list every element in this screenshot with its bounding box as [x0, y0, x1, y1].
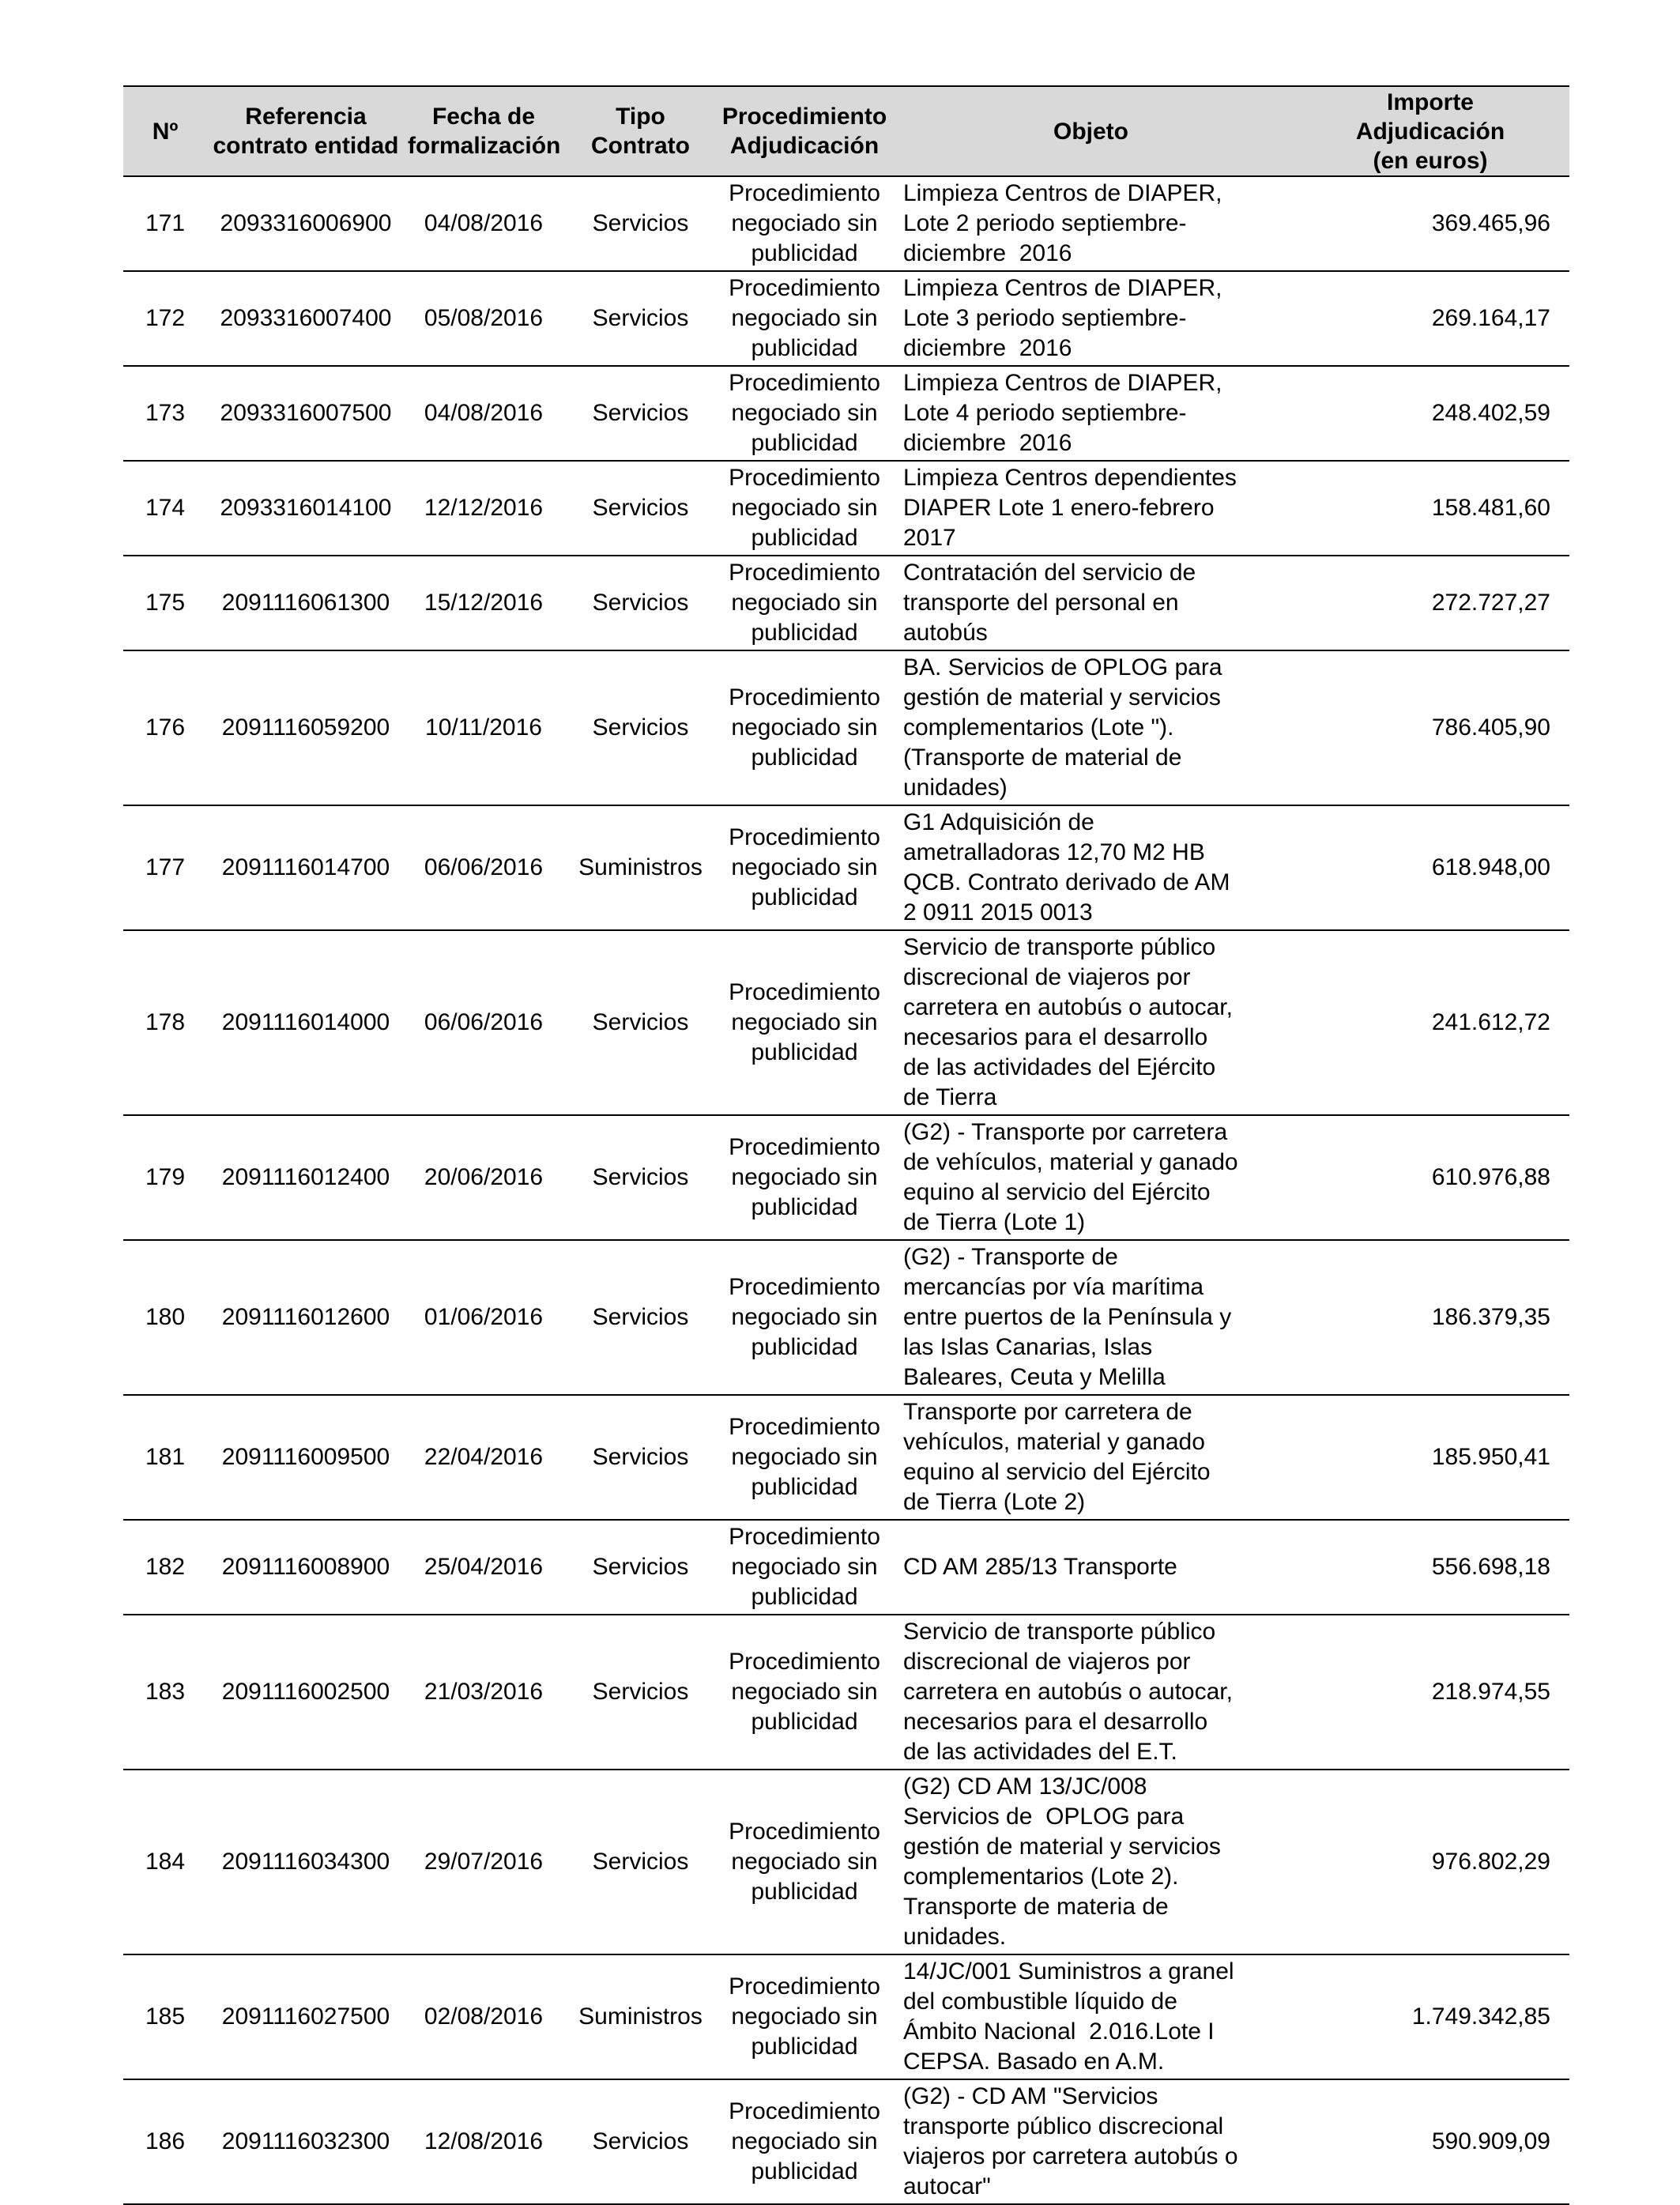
header-objeto: Objeto [891, 86, 1291, 176]
cell-tipo: Servicios [563, 1520, 718, 1615]
table-row [123, 461, 1569, 556]
objeto-line: unidades. [903, 1924, 1007, 1950]
cell-fecha: 10/11/2016 [405, 650, 563, 805]
cell-objeto [891, 930, 1291, 1115]
objeto-line: Lote 3 periodo septiembre- [903, 305, 1187, 331]
procedimiento-line: negociado sin [731, 1444, 878, 1470]
procedimiento-line: publicidad [751, 1709, 858, 1735]
cell-referencia: 2091116014700 [207, 805, 405, 930]
procedimiento-line: Procedimiento [729, 979, 880, 1005]
objeto-line: del combustible líquido de [903, 1988, 1177, 2015]
procedimiento-line: Procedimiento [729, 370, 880, 396]
cell-referencia: 2091116009500 [207, 1395, 405, 1520]
procedimiento-line: Procedimiento [729, 1973, 880, 2000]
header-fecha: Fecha de formalización [405, 86, 563, 176]
objeto-line: equino al servicio del Ejército [903, 1179, 1211, 1205]
cell-tipo: Servicios [563, 271, 718, 366]
objeto-line: Lote 2 periodo septiembre- [903, 210, 1187, 236]
cell-num: 186 [123, 2079, 207, 2204]
procedimiento-line: publicidad [751, 1474, 858, 1500]
procedimiento-line: negociado sin [731, 854, 878, 880]
cell-fecha: 01/06/2016 [405, 1240, 563, 1395]
objeto-line: autobús [903, 620, 988, 646]
table-row [123, 556, 1569, 650]
objeto-line: de Tierra [903, 1084, 997, 1110]
cell-tipo: Servicios [563, 1395, 718, 1520]
objeto-line: vehículos, material y ganado [903, 1429, 1205, 1455]
objeto-line: diciembre 2016 [903, 240, 1072, 266]
cell-objeto [891, 1954, 1291, 2079]
table-row [123, 1240, 1569, 1395]
cell-tipo: Servicios [563, 2079, 718, 2204]
cell-objeto [891, 1115, 1291, 1240]
objeto-line: de vehículos, material y ganado [903, 1149, 1238, 1175]
cell-fecha: 06/06/2016 [405, 930, 563, 1115]
procedimiento-line: Procedimiento [729, 1414, 880, 1440]
procedimiento-line: publicidad [751, 620, 858, 646]
cell-tipo: Servicios [563, 650, 718, 805]
objeto-line: CEPSA. Basado en A.M. [903, 2049, 1165, 2075]
objeto-line: autocar" [903, 2173, 991, 2199]
cell-objeto [891, 650, 1291, 805]
cell-referencia: 2091116014000 [207, 930, 405, 1115]
cell-num: 178 [123, 930, 207, 1115]
cell-objeto [891, 176, 1291, 271]
procedimiento-line: Procedimiento [729, 1819, 880, 1845]
objeto-line: equino al servicio del Ejército [903, 1459, 1211, 1485]
objeto-line: (Transporte de material de [903, 744, 1182, 771]
objeto-line: de Tierra (Lote 2) [903, 1489, 1086, 1515]
table-row [123, 1395, 1569, 1520]
procedimiento-line: negociado sin [731, 1679, 878, 1705]
cell-tipo: Servicios [563, 1240, 718, 1395]
cell-objeto [891, 1520, 1291, 1615]
procedimiento-line: publicidad [751, 1584, 858, 1610]
procedimiento-line: publicidad [751, 1334, 858, 1360]
cell-procedimiento [718, 366, 891, 461]
objeto-line: discrecional de viajeros por [903, 1649, 1191, 1675]
cell-procedimiento [718, 271, 891, 366]
cell-num: 179 [123, 1115, 207, 1240]
table-row [123, 1954, 1569, 2079]
cell-importe: 786.405,90 [1291, 650, 1569, 805]
cell-objeto [891, 366, 1291, 461]
cell-importe: 269.164,17 [1291, 271, 1569, 366]
objeto-line: Servicio de transporte público [903, 1619, 1216, 1645]
procedimiento-line: publicidad [751, 744, 858, 771]
cell-procedimiento [718, 1615, 891, 1770]
objeto-line: mercancías por vía marítima [903, 1274, 1204, 1300]
objeto-line: Transporte por carretera de [903, 1399, 1192, 1425]
table-row [123, 2079, 1569, 2204]
cell-fecha: 04/08/2016 [405, 176, 563, 271]
cell-referencia: 2091116012400 [207, 1115, 405, 1240]
cell-tipo: Servicios [563, 366, 718, 461]
cell-num: 183 [123, 1615, 207, 1770]
procedimiento-line: negociado sin [731, 2003, 878, 2030]
objeto-line: (G2) - CD AM "Servicios [903, 2083, 1158, 2109]
cell-referencia: 2091116027500 [207, 1954, 405, 2079]
objeto-line: DIAPER Lote 1 enero-febrero [903, 495, 1215, 521]
procedimiento-line: publicidad [751, 2034, 858, 2060]
cell-fecha: 12/08/2016 [405, 2079, 563, 2204]
objeto-line: diciembre 2016 [903, 335, 1072, 361]
procedimiento-line: negociado sin [731, 1554, 878, 1580]
procedimiento-line: publicidad [751, 2158, 858, 2184]
cell-num: 184 [123, 1770, 207, 1954]
objeto-line: transporte del personal en [903, 590, 1179, 616]
cell-tipo: Servicios [563, 1615, 718, 1770]
cell-fecha: 05/08/2016 [405, 271, 563, 366]
cell-objeto [891, 1770, 1291, 1954]
objeto-line: (G2) - Transporte de [903, 1244, 1118, 1270]
header-num: Nº [123, 86, 207, 176]
table-row [123, 1115, 1569, 1240]
objeto-line: diciembre 2016 [903, 430, 1072, 456]
contracts-table [123, 85, 1569, 2205]
cell-fecha: 21/03/2016 [405, 1615, 563, 1770]
table-row [123, 366, 1569, 461]
table-row [123, 1615, 1569, 1770]
procedimiento-line: publicidad [751, 240, 858, 266]
objeto-line: QCB. Contrato derivado de AM [903, 869, 1230, 895]
cell-tipo: Servicios [563, 930, 718, 1115]
cell-procedimiento [718, 1395, 891, 1520]
cell-num: 173 [123, 366, 207, 461]
procedimiento-line: negociado sin [731, 400, 878, 426]
objeto-line: CD AM 285/13 Transporte [903, 1554, 1177, 1580]
cell-num: 172 [123, 271, 207, 366]
table-row [123, 805, 1569, 930]
cell-referencia: 2093316007500 [207, 366, 405, 461]
cell-procedimiento [718, 1240, 891, 1395]
objeto-line: Contratación del servicio de [903, 560, 1196, 586]
table-row [123, 1520, 1569, 1615]
cell-importe: 218.974,55 [1291, 1615, 1569, 1770]
objeto-line: unidades) [903, 775, 1008, 801]
cell-num: 175 [123, 556, 207, 650]
cell-importe: 272.727,27 [1291, 556, 1569, 650]
objeto-line: las Islas Canarias, Islas [903, 1334, 1153, 1360]
cell-objeto [891, 1615, 1291, 1770]
cell-procedimiento [718, 2079, 891, 2204]
cell-fecha: 15/12/2016 [405, 556, 563, 650]
procedimiento-line: negociado sin [731, 210, 878, 236]
cell-referencia: 2091116002500 [207, 1615, 405, 1770]
cell-tipo: Servicios [563, 1770, 718, 1954]
procedimiento-line: Procedimiento [729, 180, 880, 206]
cell-importe: 556.698,18 [1291, 1520, 1569, 1615]
procedimiento-line: Procedimiento [729, 1524, 880, 1550]
cell-fecha: 20/06/2016 [405, 1115, 563, 1240]
objeto-line: Limpieza Centros de DIAPER, [903, 180, 1222, 206]
cell-num: 177 [123, 805, 207, 930]
procedimiento-line: publicidad [751, 335, 858, 361]
procedimiento-line: negociado sin [731, 2128, 878, 2154]
cell-referencia: 2091116008900 [207, 1520, 405, 1615]
cell-referencia: 2091116059200 [207, 650, 405, 805]
objeto-line: Limpieza Centros dependientes [903, 465, 1237, 491]
cell-procedimiento [718, 1954, 891, 2079]
objeto-line: 14/JC/001 Suministros a granel [903, 1958, 1234, 1984]
cell-fecha: 29/07/2016 [405, 1770, 563, 1954]
header-tipo: Tipo Contrato [563, 86, 718, 176]
objeto-line: BA. Servicios de OPLOG para [903, 654, 1222, 680]
cell-fecha: 25/04/2016 [405, 1520, 563, 1615]
procedimiento-line: Procedimiento [729, 1274, 880, 1300]
cell-num: 182 [123, 1520, 207, 1615]
cell-referencia: 2091116032300 [207, 2079, 405, 2204]
procedimiento-line: publicidad [751, 1194, 858, 1220]
objeto-line: necesarios para el desarrollo [903, 1024, 1208, 1050]
procedimiento-line: negociado sin [731, 495, 878, 521]
header-referencia: Referencia contrato entidad [207, 86, 405, 176]
objeto-line: complementarios (Lote 2). [903, 1864, 1179, 1890]
objeto-line: 2 0911 2015 0013 [903, 899, 1093, 925]
objeto-line: Transporte de materia de [903, 1894, 1169, 1920]
cell-tipo: Suministros [563, 805, 718, 930]
cell-fecha: 12/12/2016 [405, 461, 563, 556]
table-row [123, 1770, 1569, 1954]
cell-procedimiento [718, 556, 891, 650]
cell-importe: 186.379,35 [1291, 1240, 1569, 1395]
objeto-line: carretera en autobús o autocar, [903, 994, 1233, 1020]
objeto-line: complementarios (Lote "). [903, 714, 1174, 741]
cell-referencia: 2091116012600 [207, 1240, 405, 1395]
table-row [123, 930, 1569, 1115]
cell-tipo: Servicios [563, 1115, 718, 1240]
cell-tipo: Servicios [563, 176, 718, 271]
procedimiento-line: negociado sin [731, 1164, 878, 1190]
objeto-line: (G2) - Transporte por carretera [903, 1119, 1228, 1145]
procedimiento-line: negociado sin [731, 1849, 878, 1875]
table-row [123, 650, 1569, 805]
cell-num: 185 [123, 1954, 207, 2079]
objeto-line: (G2) CD AM 13/JC/008 [903, 1773, 1147, 1800]
cell-referencia: 2091116061300 [207, 556, 405, 650]
cell-objeto [891, 271, 1291, 366]
cell-procedimiento [718, 1520, 891, 1615]
procedimiento-line: Procedimiento [729, 275, 880, 301]
procedimiento-line: publicidad [751, 525, 858, 551]
cell-importe: 610.976,88 [1291, 1115, 1569, 1240]
cell-importe: 369.465,96 [1291, 176, 1569, 271]
objeto-line: Limpieza Centros de DIAPER, [903, 275, 1222, 301]
table-row [123, 176, 1569, 271]
objeto-line: viajeros por carretera autobús o [903, 2143, 1238, 2169]
header-importe: Importe Adjudicación (en euros) [1291, 86, 1569, 176]
cell-objeto [891, 2079, 1291, 2204]
objeto-line: ametralladoras 12,70 M2 HB [903, 839, 1205, 865]
procedimiento-line: Procedimiento [729, 684, 880, 710]
objeto-line: discrecional de viajeros por [903, 964, 1191, 990]
cell-procedimiento [718, 461, 891, 556]
procedimiento-line: Procedimiento [729, 1134, 880, 1160]
procedimiento-line: negociado sin [731, 714, 878, 741]
cell-objeto [891, 1240, 1291, 1395]
cell-fecha: 02/08/2016 [405, 1954, 563, 2079]
procedimiento-line: Procedimiento [729, 1649, 880, 1675]
procedimiento-line: negociado sin [731, 1304, 878, 1330]
cell-referencia: 2093316007400 [207, 271, 405, 366]
cell-procedimiento [718, 1115, 891, 1240]
cell-num: 176 [123, 650, 207, 805]
objeto-line: Limpieza Centros de DIAPER, [903, 370, 1222, 396]
cell-importe: 241.612,72 [1291, 930, 1569, 1115]
cell-importe: 1.749.342,85 [1291, 1954, 1569, 2079]
cell-num: 181 [123, 1395, 207, 1520]
cell-objeto [891, 1395, 1291, 1520]
cell-importe: 158.481,60 [1291, 461, 1569, 556]
cell-tipo: Suministros [563, 1954, 718, 2079]
cell-objeto [891, 461, 1291, 556]
cell-fecha: 22/04/2016 [405, 1395, 563, 1520]
cell-procedimiento [718, 930, 891, 1115]
procedimiento-line: Procedimiento [729, 560, 880, 586]
table-header-row [123, 86, 1569, 176]
objeto-line: carretera en autobús o autocar, [903, 1679, 1233, 1705]
objeto-line: transporte público discrecional [903, 2113, 1224, 2139]
table-row [123, 271, 1569, 366]
cell-num: 171 [123, 176, 207, 271]
cell-num: 180 [123, 1240, 207, 1395]
objeto-line: de las actividades del E.T. [903, 1739, 1177, 1765]
procedimiento-line: Procedimiento [729, 465, 880, 491]
objeto-line: de las actividades del Ejército [903, 1054, 1216, 1080]
cell-fecha: 06/06/2016 [405, 805, 563, 930]
procedimiento-line: Procedimiento [729, 2098, 880, 2124]
cell-procedimiento [718, 805, 891, 930]
objeto-line: Baleares, Ceuta y Melilla [903, 1364, 1166, 1390]
cell-importe: 185.950,41 [1291, 1395, 1569, 1520]
cell-tipo: Servicios [563, 556, 718, 650]
cell-referencia: 2093316006900 [207, 176, 405, 271]
cell-referencia: 2091116034300 [207, 1770, 405, 1954]
procedimiento-line: negociado sin [731, 305, 878, 331]
procedimiento-line: publicidad [751, 884, 858, 910]
table-body [123, 176, 1569, 2204]
cell-num: 174 [123, 461, 207, 556]
objeto-line: necesarios para el desarrollo [903, 1709, 1208, 1735]
procedimiento-line: publicidad [751, 430, 858, 456]
procedimiento-line: negociado sin [731, 590, 878, 616]
cell-importe: 618.948,00 [1291, 805, 1569, 930]
cell-procedimiento [718, 176, 891, 271]
procedimiento-line: Procedimiento [729, 824, 880, 850]
objeto-line: entre puertos de la Península y [903, 1304, 1232, 1330]
cell-importe: 976.802,29 [1291, 1770, 1569, 1954]
cell-referencia: 2093316014100 [207, 461, 405, 556]
objeto-line: gestión de material y servicios [903, 684, 1221, 710]
cell-importe: 590.909,09 [1291, 2079, 1569, 2204]
cell-objeto [891, 805, 1291, 930]
objeto-line: Servicios de OPLOG para [903, 1804, 1185, 1830]
objeto-line: de Tierra (Lote 1) [903, 1209, 1086, 1235]
cell-procedimiento [718, 650, 891, 805]
objeto-line: Servicio de transporte público [903, 934, 1216, 960]
objeto-line: gestión de material y servicios [903, 1834, 1221, 1860]
objeto-line: Lote 4 periodo septiembre- [903, 400, 1187, 426]
procedimiento-line: publicidad [751, 1879, 858, 1905]
procedimiento-line: negociado sin [731, 1009, 878, 1035]
header-procedimiento: Procedimiento Adjudicación [718, 86, 891, 176]
objeto-line: Ámbito Nacional 2.016.Lote I [903, 2018, 1215, 2045]
cell-importe: 248.402,59 [1291, 366, 1569, 461]
objeto-line: 2017 [903, 525, 956, 551]
cell-tipo: Servicios [563, 461, 718, 556]
cell-procedimiento [718, 1770, 891, 1954]
procedimiento-line: publicidad [751, 1039, 858, 1065]
cell-fecha: 04/08/2016 [405, 366, 563, 461]
document-page [123, 85, 1569, 2205]
objeto-line: G1 Adquisición de [903, 809, 1094, 835]
cell-objeto [891, 556, 1291, 650]
